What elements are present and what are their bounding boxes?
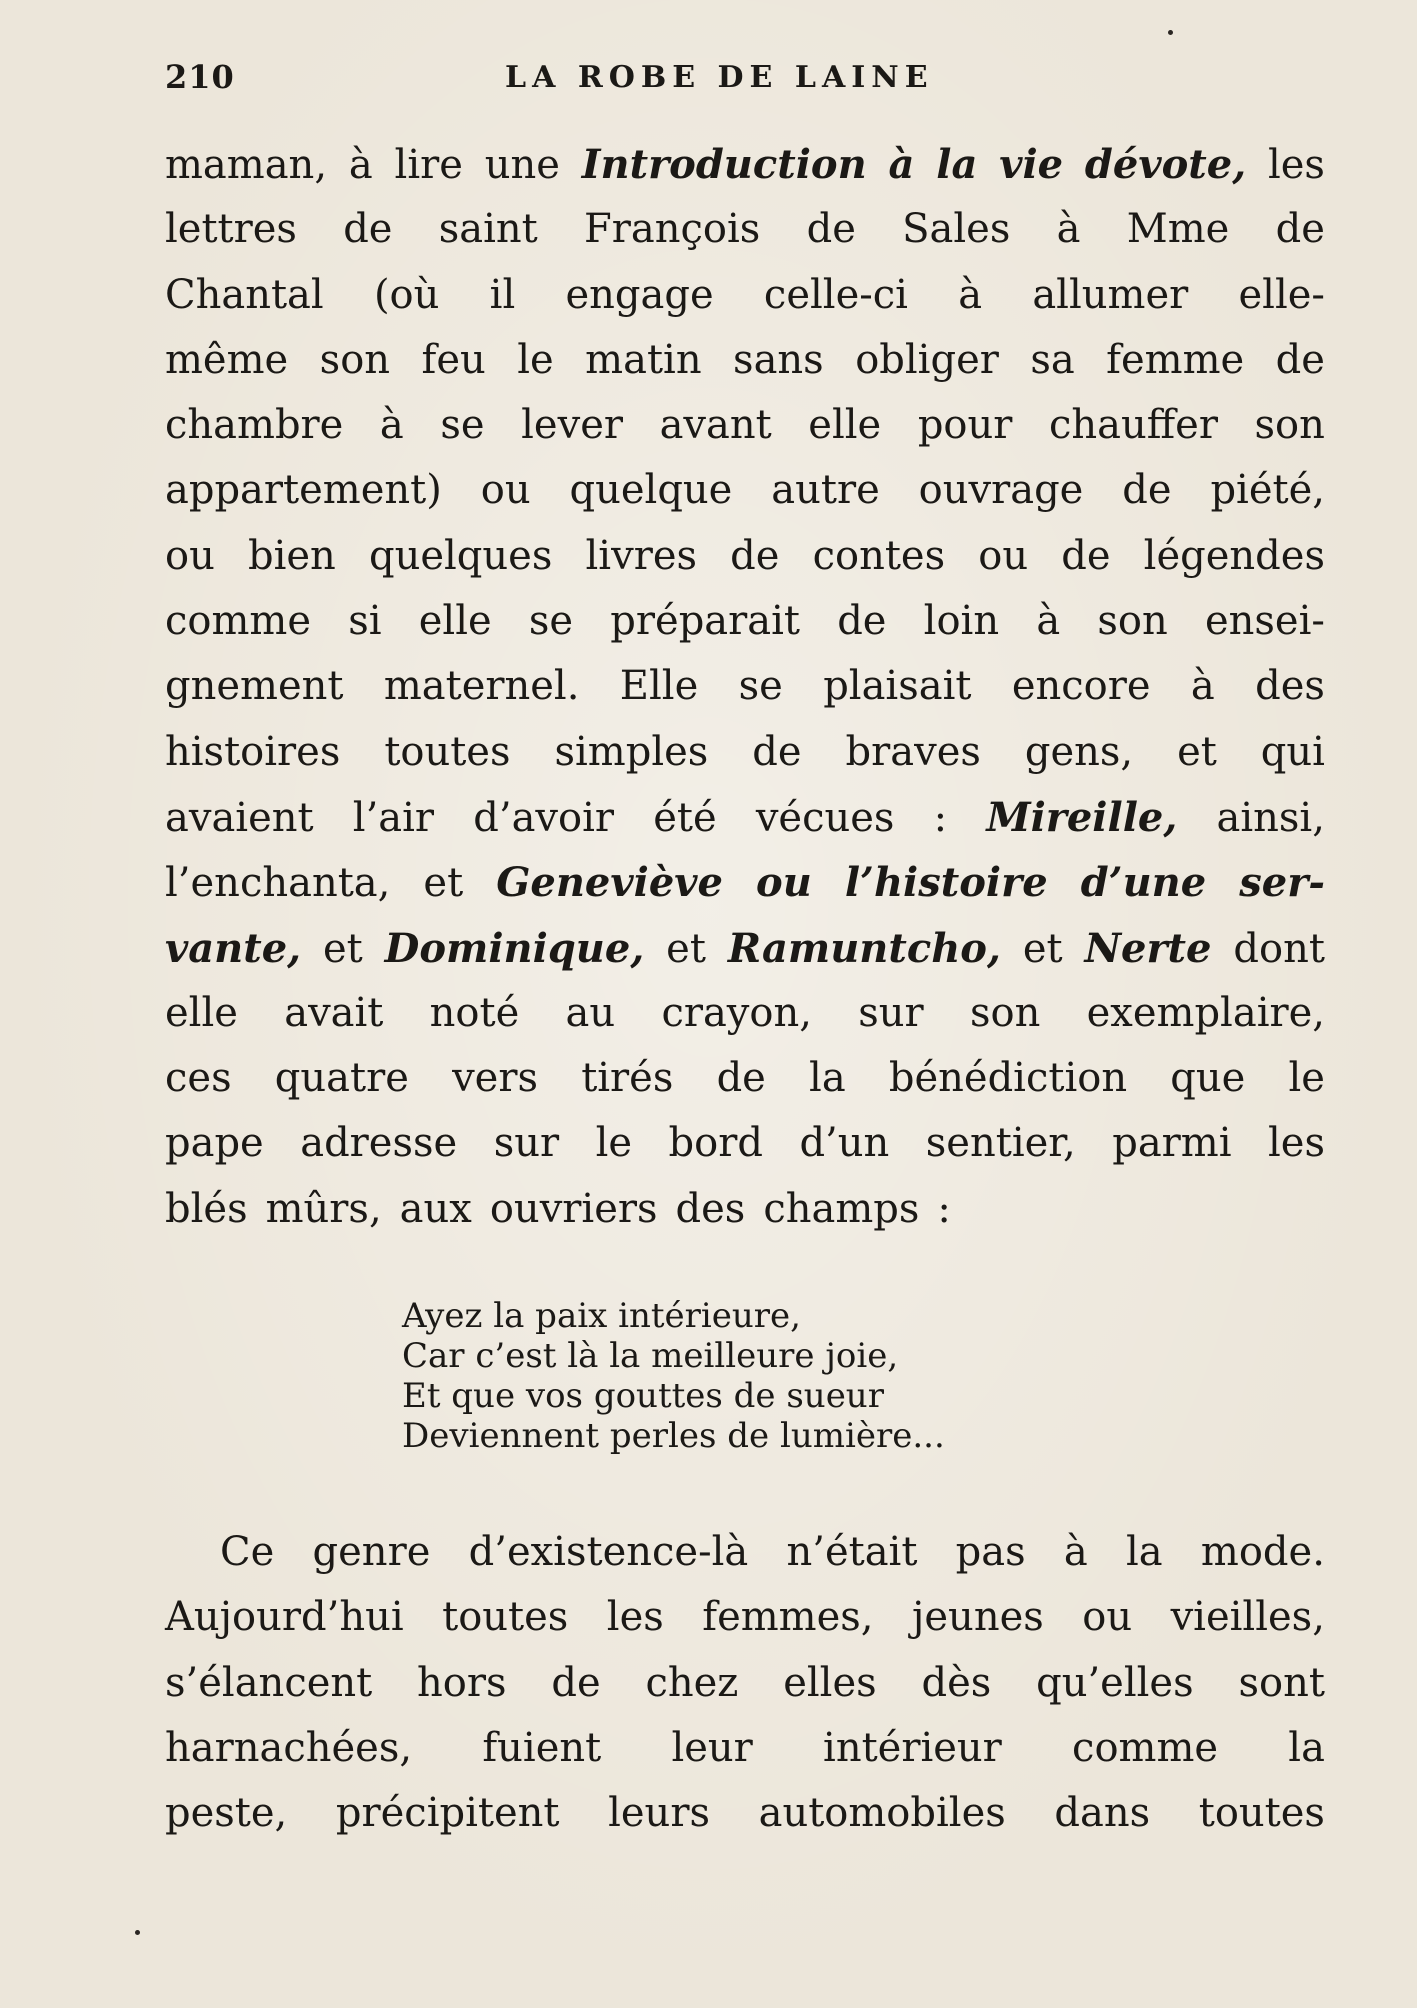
text-line: blés mûrs, aux ouvriers des champs : xyxy=(165,1185,951,1232)
running-title: LA ROBE DE LAINE xyxy=(505,60,934,95)
print-speck xyxy=(135,1930,140,1935)
verse-quote xyxy=(402,1296,1102,1456)
text-line: s’élancent hors de chez elles dès qu’elles sont xyxy=(165,1659,1325,1706)
text-line: comme si elle se préparait de loin à son ensei- xyxy=(165,598,1325,645)
text-line: histoires toutes simples de braves gens, et qui xyxy=(165,728,1325,775)
text-line: peste, précipitent leurs automobiles dans toutes xyxy=(165,1790,1325,1837)
text-line: harnachées, fuient leur intérieur comme la xyxy=(165,1724,1325,1771)
text-line: gnement maternel. Elle se plaisait encore à des xyxy=(165,663,1325,710)
page-header xyxy=(165,52,1345,102)
text-line: avaient l’air d’avoir été vécues : Mireille, ainsi, xyxy=(165,793,1325,841)
text-line: appartement) ou quelque autre ouvrage de piété, xyxy=(165,467,1325,514)
text-line: ou bien quelques livres de contes ou de légendes xyxy=(165,532,1325,579)
paragraph-1 xyxy=(165,132,1325,1242)
text-line: l’enchanta, et Geneviève ou l’histoire d’une ser- xyxy=(165,859,1325,907)
text-line: ces quatre vers tirés de la bénédiction que le xyxy=(165,1055,1325,1102)
paragraph-2 xyxy=(165,1520,1325,1846)
text-line: même son feu le matin sans obliger sa femme de xyxy=(165,336,1325,383)
verse-line: Car c’est là la meilleure joie, xyxy=(402,1336,899,1376)
text-line: pape adresse sur le bord d’un sentier, parmi les xyxy=(165,1120,1325,1167)
verse-line: Ayez la paix intérieure, xyxy=(402,1296,801,1336)
text-line: lettres de saint François de Sales à Mme de xyxy=(165,206,1325,253)
text-line: chambre à se lever avant elle pour chauffer son xyxy=(165,402,1325,449)
text-line: vante, et Dominique, et Ramuntcho, et Nerte dont xyxy=(165,924,1325,972)
verse-line: Et que vos gouttes de sueur xyxy=(402,1376,884,1416)
print-speck xyxy=(1168,30,1173,35)
page-number: 210 xyxy=(165,58,235,96)
text-line: Aujourd’hui toutes les femmes, jeunes ou vieilles, xyxy=(165,1594,1325,1641)
text-line: Ce genre d’existence-là n’était pas à la mode. xyxy=(220,1529,1325,1575)
text-line: Chantal (où il engage celle-ci à allumer elle- xyxy=(165,271,1325,318)
verse-line: Deviennent perles de lumière... xyxy=(402,1416,945,1456)
text-line: elle avait noté au crayon, sur son exemplaire, xyxy=(165,989,1325,1036)
text-line: maman, à lire une Introduction à la vie dévote, les xyxy=(165,141,1325,188)
